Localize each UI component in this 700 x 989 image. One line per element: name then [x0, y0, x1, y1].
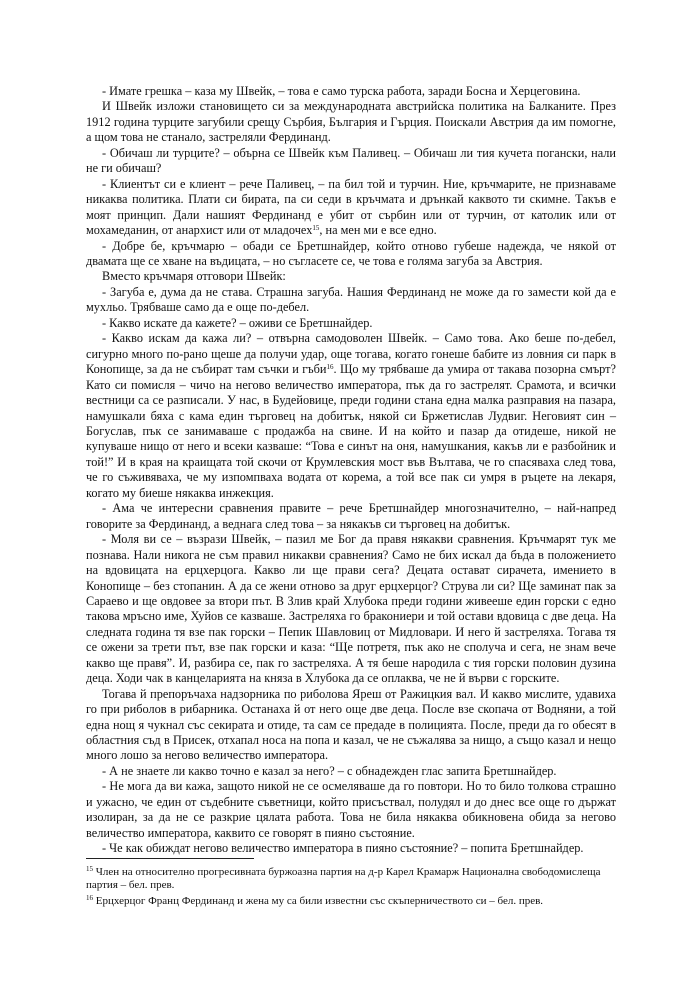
footnote-15 — [86, 866, 616, 892]
paragraph: И Швейк изложи становището си за международната австрийска политика на Балканите. През 1912 година турците загубили срещу Сърбия, България и Гърция. Поискали Австрия да им помогне, а щом това не станало, застреляли Фердинанд. — [86, 99, 616, 145]
main-text — [86, 84, 616, 857]
footnotes — [86, 866, 616, 911]
paragraph: - Имате грешка – каза му Швейк, – това е само турска работа, заради Босна и Херцеговина. — [102, 84, 581, 98]
paragraph: - А не знаете ли какво точно е казал за него? – с обнадежден глас запита Бретшнайдер. — [102, 763, 557, 778]
paragraph: - Клиентът си е клиент – рече Паливец, – па бил той и турчин. Ние, кръчмарите, не признаваме никаква политика. Плати си бирата, па си седи в кръчмата и дрънкай каквото ти скимне. Такъв е моят принцип. Дали нашият Фердинанд е убит от сърбин или от турчин, от католик или от мохамеданин, от анархист или от младочех$^{15}$, на мен ми е все едно. — [86, 176, 616, 238]
footnote-ref-16[interactable]: 16 — [326, 363, 334, 372]
footnote-text: Член на относително прогресивната буржоазна партия на д-р Карел Крамарж Национална свободомислеща партия – бел. прев. — [86, 866, 601, 891]
paragraph: - Не мога да ви кажа, защото никой не се осмеляваше да го повтори. Но то било толкова страшно и ужасно, че един от съдебните съветници, който присъствал, полудял и до днес все още го държат изолиран, за да не се разкрие цялата работа. Това не била някаква обикновена обида за негово величество императора, каквито се говорят в пияно състояние. — [86, 779, 616, 840]
footnote-number: 16 — [86, 894, 93, 902]
paragraph: - Обичаш ли турците? – обърна се Швейк към Паливец. – Обичаш ли тия кучета погански, нали не ги обичаш? — [86, 145, 616, 176]
footnote-number: 15 — [86, 865, 93, 873]
footnote-16 — [86, 895, 616, 908]
paragraph: - Моля ви се – възрази Швейк, – пазил ме Бог да правя някакви сравнения. Кръчмарят тук ме познава. Нали никога не съм правил никакви сравнения? Само не бих искал да бъда в положението на вдовицата на ерцхерцога. Какво ли ще прави сега? Децата остават сирачета, имението в Конопище – без стопанин. А да се жени отново за друг ерцхерцог? Струва ли си? Ще заминат пак за Сараево и ще овдовее за втори път. В Злив край Хлубока преди години живееше един горски с едно такова мръсно име, Хуйов се казваше. Застреляха го бракониери и той остави вдовица с две деца. На следната година тя взе пак горски – Пепик Шавловиц от Мидловари. И него й застреляха. Тогава тя се ожени за трети път, взе пак горски и каза: “Ще потретя, пък ако не сполуча и сега, не знам вече какво ще правя”. И, разбира се, пак го застреляха. А тя беше народила с тия горски половин дузина деца. Ходи чак в канцеларията на княза в Хлубока да се оплаква, че не й върви с горските. — [86, 532, 616, 686]
footnote-text: Ерцхерцог Франц Фердинанд и жена му са били известни със скъперничеството си – бел. прев. — [95, 895, 544, 907]
paragraph: - Добре бе, кръчмарю – обади се Бретшнайдер, който отново губеше надежда, че някой от двамата ще се хване на въдицата, – но съгласете се, че това е голяма загуба за Австрия. — [86, 238, 616, 268]
footnote-divider — [86, 858, 254, 859]
paragraph: - Какво искам да кажа ли? – отвърна самодоволен Швейк. – Само това. Ако беше по-дебел, сигурно много по-рано щеше да получи удар, още тогава, когато гонеше бабите из ловния си парк в Конопище, за да не събират там съчки и гъби$^{16}$. Щo му трябваше да умира от такава позорна смърт? Като си помисля – чичо на негово величество императора, пък да го застрелят. Срамота, и всички вестници са се разписали. У нас, в Будейовице, преди години стана една малка разправия на пазара, намушкали бяха с кама един търговец на добитък, някой си Бржетислав Лудвиг. Неговият син – Богуслав, пък се занимаваше с продажба на свине. И на който и пазар да отидеше, никой не купуваше нищо от него и всеки казваше: “Това е синът на оня, намушкания, какъв ли е разбойник и той!” И в края на краищата той скочи от Крумлевския мост във Вълтава, че го спасяваха след това, че го съживяваха, че му изпомпваха водата от корема, а той все пак си умря в ръцете на лекаря, когато му биеше някаква инжекция. — [86, 331, 616, 500]
footnote-ref-15[interactable]: 15 — [312, 224, 320, 233]
paragraph: - Загуба е, дума да не става. Страшна загуба. Нашия Фердинанд не може да го замести кой да е мухльо. Трябваше само да е още по-дебел. — [86, 284, 616, 315]
paragraph: Вместо кръчмаря отговори Швейк: — [102, 269, 286, 284]
paragraph: - Какво искате да кажете? – оживи се Бретшнайдер. — [102, 315, 373, 330]
paragraph: - Че как обиждат негово величество императора в пияно състояние? – попита Бретшнайдер. — [102, 841, 584, 856]
paragraph: Тогава й препоръчаха надзорника по риболова Яреш от Ражицкия вал. И какво мислите, удавиха го при риболов в рибарника. Останаха й от него още две деца. После взе скопача от Водняни, а той една нощ я чукнал със секирата и отиде, та сам се предаде в полицията. После, преди да го обесят в областния съд в Присек, отхапал носа на попа и казал, че не съжалява за нищо, а също казал и нещо много лошо за негово величество императора. — [86, 686, 616, 763]
paragraph: - Ама че интересни сравнения правите – рече Бретшнайдер многозначително, – най-напред говорите за Фердинанд, а веднага след това – за някакъв си търговец на добитък. — [86, 501, 616, 531]
